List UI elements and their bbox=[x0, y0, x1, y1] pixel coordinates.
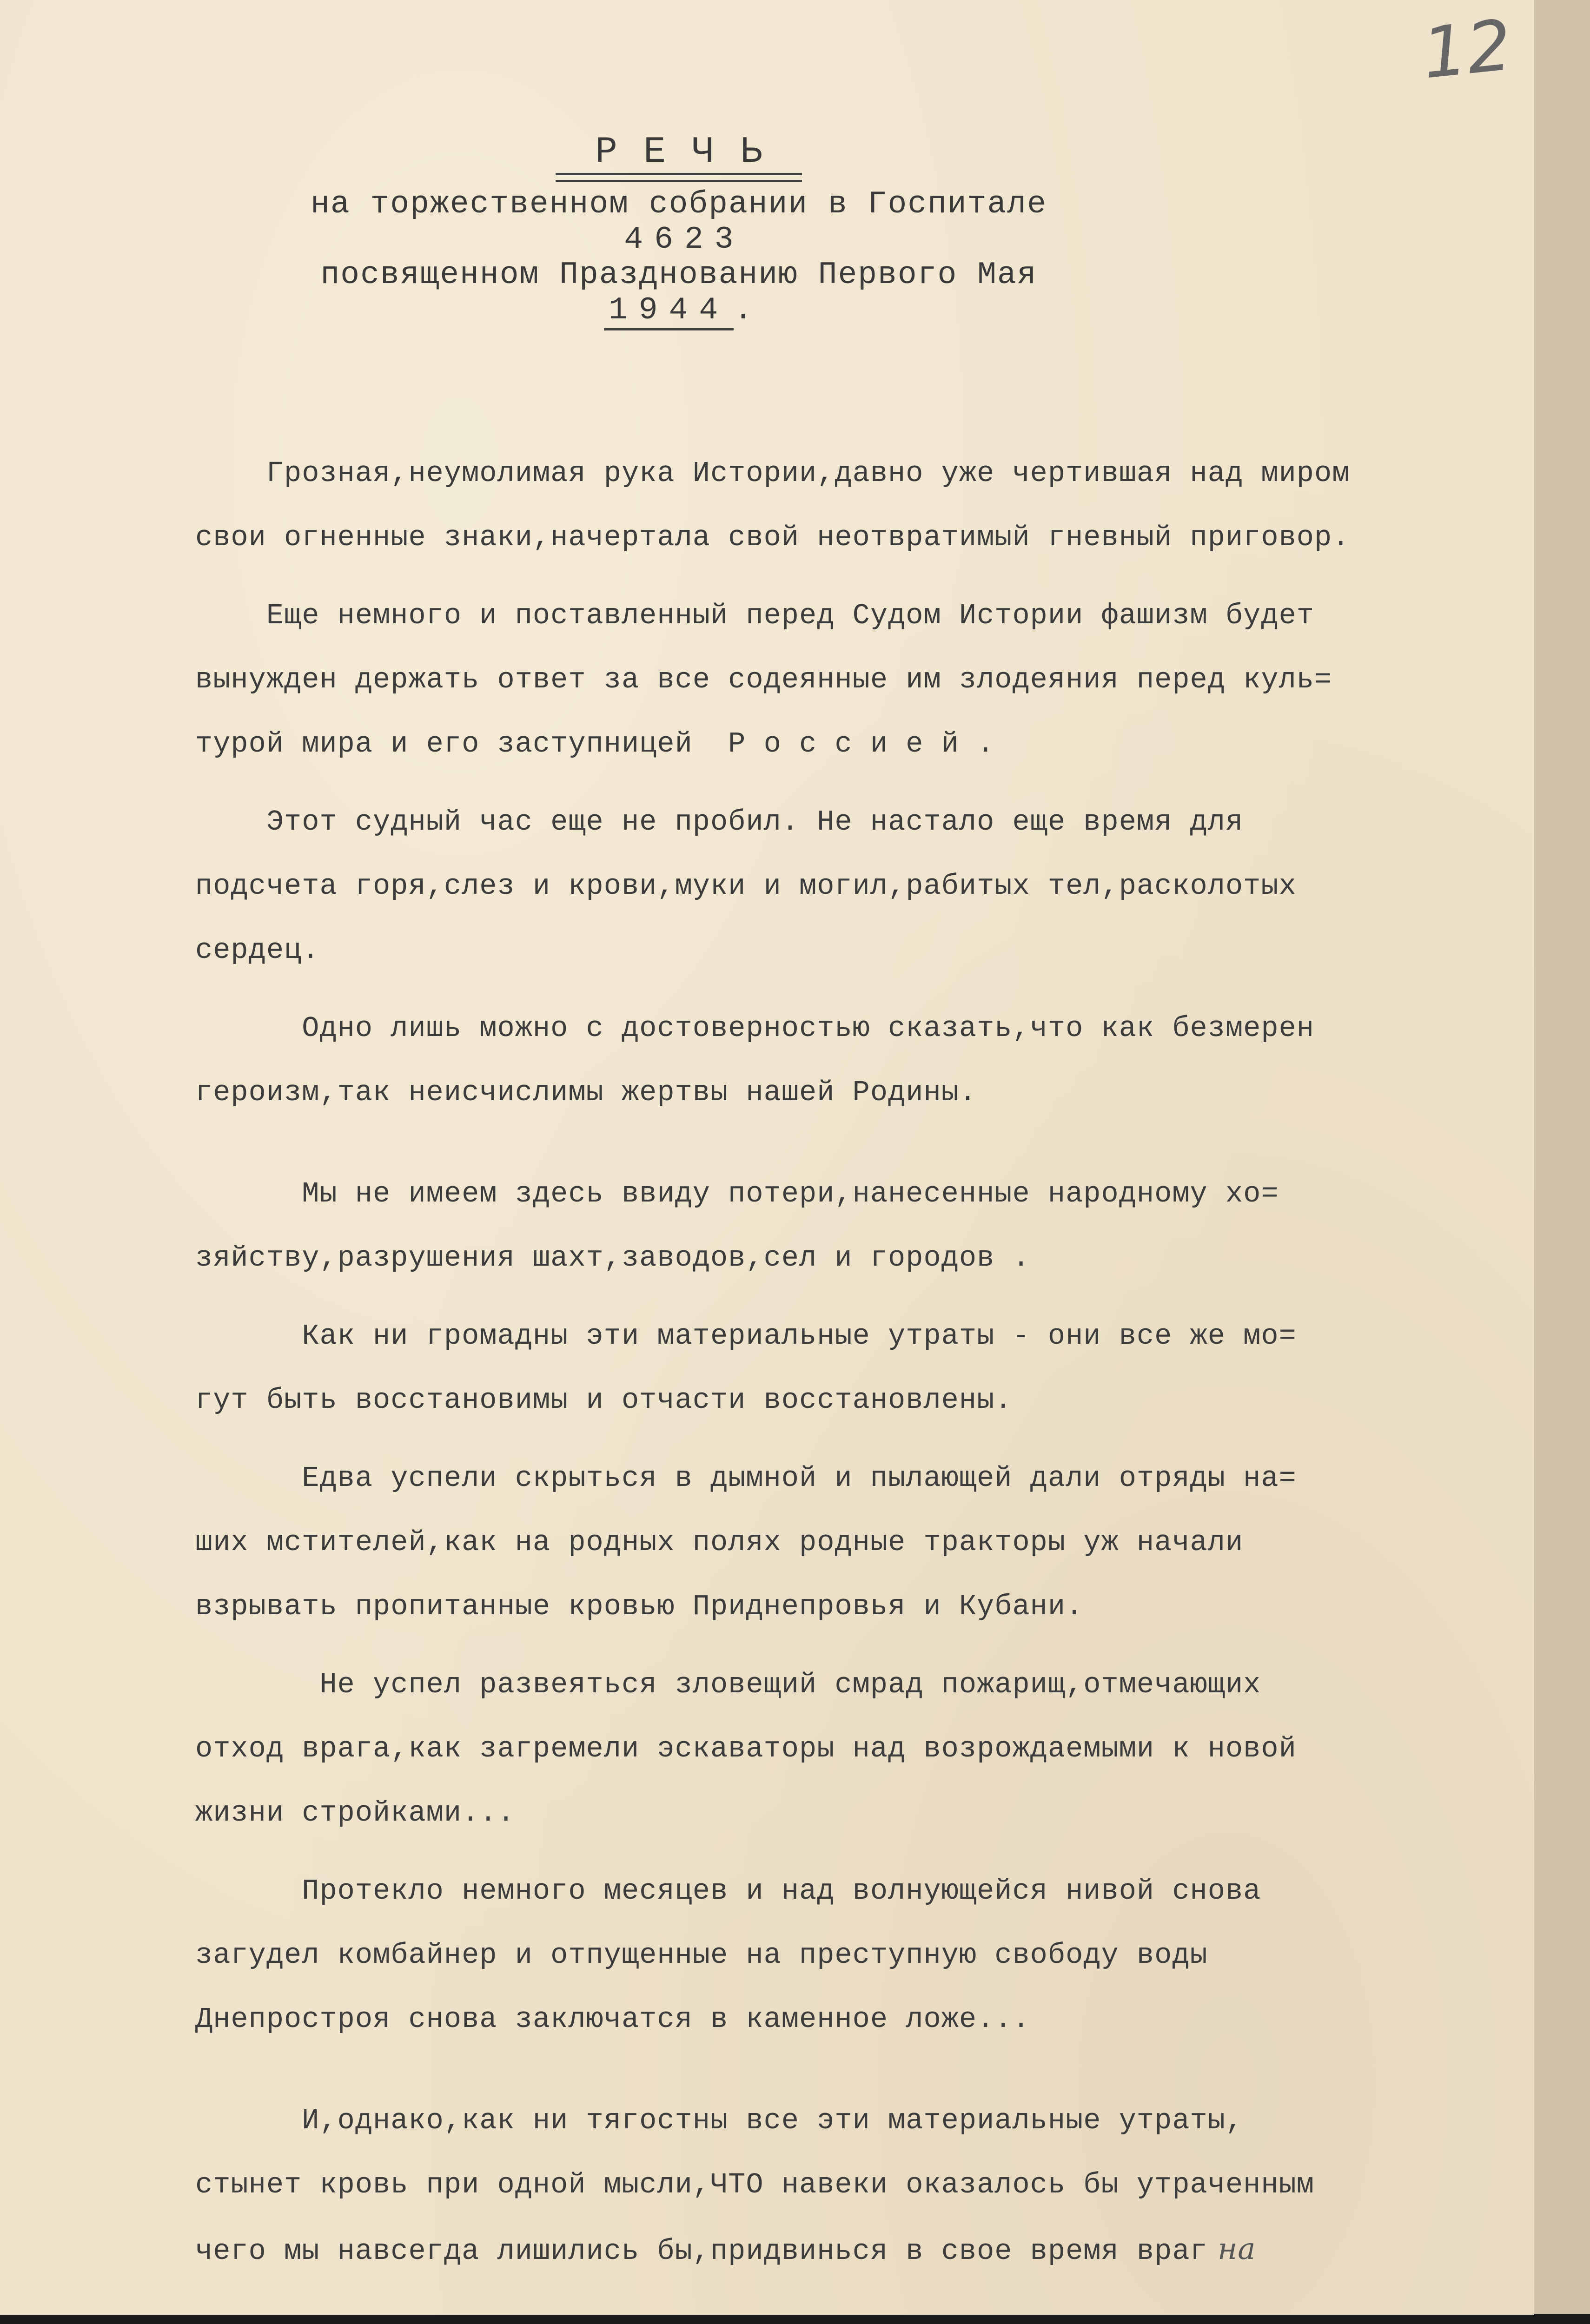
text-line: героизм,так неисчислимы жертвы нашей Родины. bbox=[195, 1076, 977, 1109]
paragraph bbox=[195, 584, 1520, 776]
header-subtitle: на торжественном собрании в Госпитале bbox=[311, 186, 1047, 222]
document-header bbox=[232, 131, 1125, 328]
text-line: жизни стройками... bbox=[195, 1796, 515, 1829]
header-dedication: посвященном Празднованию Первого Мая bbox=[320, 257, 1037, 293]
paragraph-gap bbox=[195, 2052, 1520, 2089]
text-line: Не успел развеяться зловещий смрад пожарищ,отмечающих bbox=[195, 1668, 1261, 1701]
paragraph bbox=[195, 1446, 1520, 1639]
paragraph bbox=[195, 1304, 1520, 1433]
text-line: Одно лишь можно с достоверностью сказать,что как безмерен bbox=[195, 1012, 1314, 1045]
paragraph-gap bbox=[195, 776, 1520, 790]
text-line: сердец. bbox=[195, 934, 320, 967]
text-line: стынет кровь при одной мысли,ЧТО навеки оказалось бы утраченным bbox=[195, 2168, 1314, 2201]
text-line: турой мира и его заступницей Р о с с и е й . bbox=[195, 727, 995, 760]
text-line: Днепростроя снова заключатся в каменное ложе... bbox=[195, 2003, 1030, 2036]
text-line: Протекло немного месяцев и над волнующейся нивой снова bbox=[195, 1875, 1261, 1908]
scan-background-strip bbox=[0, 2314, 1590, 2324]
paragraph-gap bbox=[195, 1290, 1520, 1304]
text-line: вынужден держать ответ за все содеянные им злодеяния перед куль= bbox=[195, 663, 1332, 696]
paragraph bbox=[195, 790, 1520, 983]
text-line: Грозная,неумолимая рука Истории,давно уже чертившая над миром bbox=[195, 457, 1350, 490]
speech-body bbox=[195, 442, 1520, 2298]
header-year-line bbox=[604, 293, 754, 328]
paragraph bbox=[195, 1859, 1520, 2052]
title-double-underline bbox=[556, 173, 802, 182]
text-line: загудел комбайнер и отпущенные на преступную свободу воды bbox=[195, 1939, 1208, 1972]
paragraph-gap bbox=[195, 1639, 1520, 1653]
hospital-number: 4623 bbox=[624, 222, 745, 257]
text-line: подсчета горя,слез и крови,муки и могил,рабитых тел,расколотых bbox=[195, 870, 1297, 903]
paragraph bbox=[195, 1653, 1520, 1845]
handwritten-addition: на bbox=[1207, 2232, 1256, 2266]
paragraph bbox=[195, 1162, 1520, 1290]
header-year: 1944 bbox=[604, 292, 734, 330]
paragraph bbox=[195, 997, 1520, 1125]
paragraph-gap bbox=[195, 1433, 1520, 1446]
text-line: отход врага,как загремели эскаваторы над возрождаемыми к новой bbox=[195, 1732, 1297, 1765]
folio-number: 12 bbox=[1418, 5, 1516, 95]
document-title: РЕЧЬ bbox=[595, 131, 789, 173]
text-line: взрывать пропитанные кровью Приднепровья и Кубани. bbox=[195, 1590, 1084, 1623]
paragraph bbox=[195, 2089, 1520, 2284]
text-line: гут быть восстановимы и отчасти восстановлены. bbox=[195, 1384, 1013, 1417]
text-line: Мы не имеем здесь ввиду потери,нанесенные народному хо= bbox=[195, 1177, 1279, 1210]
text-line: зяйству,разрушения шахт,заводов,сел и городов . bbox=[195, 1241, 1030, 1274]
text-line: ших мстителей,как на родных полях родные тракторы уж начали bbox=[195, 1526, 1244, 1559]
paragraph-gap bbox=[195, 2284, 1520, 2298]
text-line: Едва успели скрыться в дымной и пылающей дали отряды на= bbox=[195, 1462, 1297, 1495]
paragraph-gap bbox=[195, 1845, 1520, 1859]
paragraph bbox=[195, 442, 1520, 570]
text-line: Этот судный час еще не пробил. Не настало еще время для bbox=[195, 805, 1244, 838]
paragraph-gap bbox=[195, 570, 1520, 584]
header-year-suffix: . bbox=[734, 292, 754, 328]
text-line: Еще немного и поставленный перед Судом Истории фашизм будет bbox=[195, 599, 1314, 632]
text-line: Как ни громадны эти материальные утраты - они все же мо= bbox=[195, 1320, 1297, 1353]
text-line: И,однако,как ни тягостны все эти материальные утраты, bbox=[195, 2104, 1244, 2137]
paragraph-gap bbox=[195, 983, 1520, 997]
paragraph-gap bbox=[195, 1125, 1520, 1162]
text-line: чего мы навсегда лишились бы,придвинься в свое время враг на bbox=[195, 2232, 1256, 2268]
text-line: свои огненные знаки,начертала свой неотвратимый гневный приговор. bbox=[195, 521, 1350, 554]
